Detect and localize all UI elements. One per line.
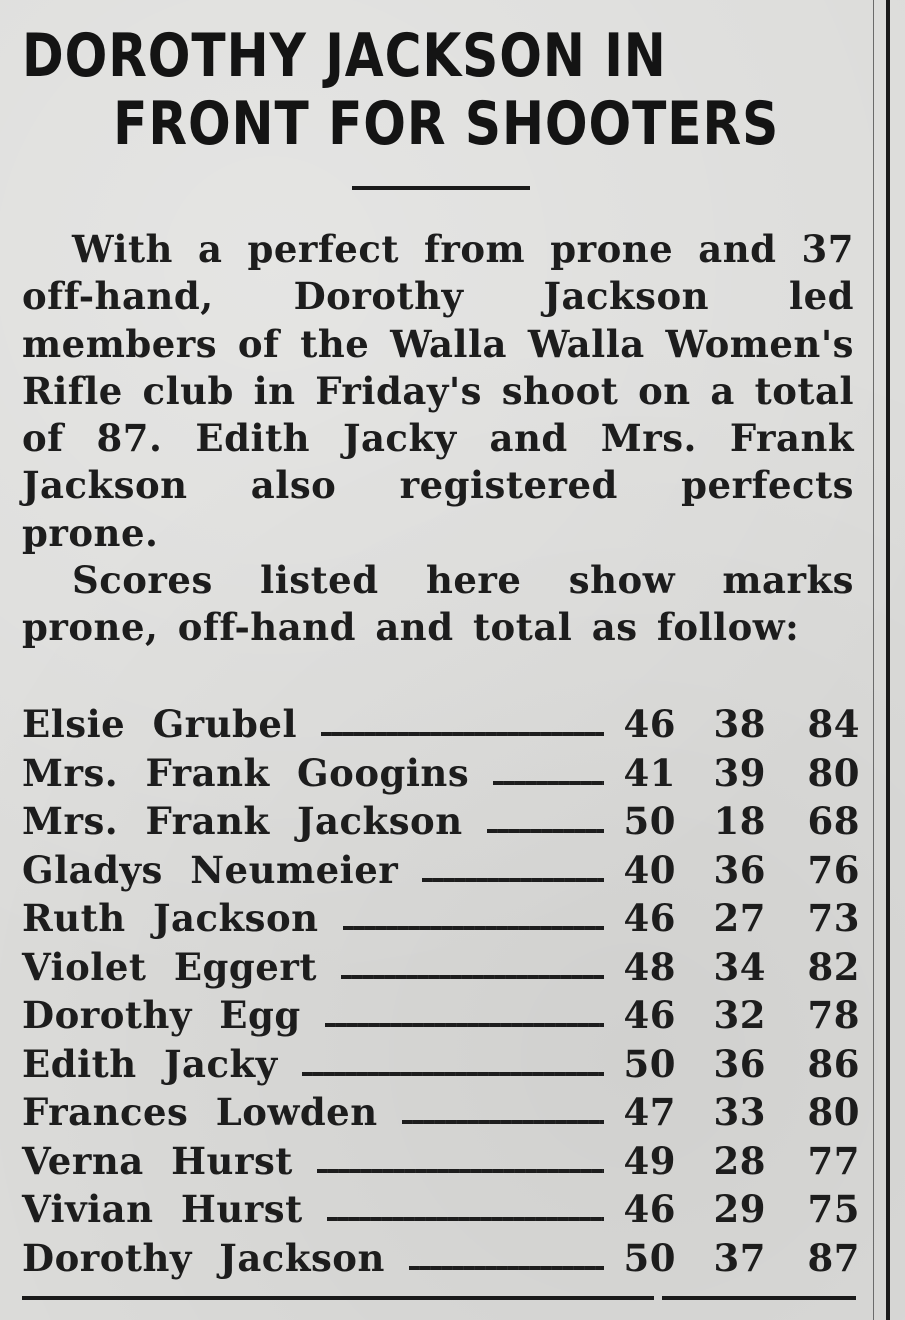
total-score: 80 — [807, 1090, 860, 1134]
shooter-name: Mrs. Frank Googins — [22, 750, 470, 795]
shooter-name: Violet Eggert — [22, 944, 317, 989]
leader-line — [327, 1217, 604, 1221]
score-row — [22, 848, 862, 897]
prone-score: 46 — [623, 993, 676, 1037]
shooter-name: Ruth Jackson — [22, 896, 319, 940]
shooter-name: Dorothy Egg — [22, 993, 301, 1037]
offhand-score: 32 — [713, 993, 766, 1037]
prone-score: 46 — [623, 1187, 676, 1231]
offhand-score: 34 — [713, 944, 766, 989]
score-row — [22, 1236, 862, 1285]
shooter-name: Mrs. Frank Jackson — [22, 799, 463, 843]
prone-score: 49 — [623, 1138, 676, 1183]
total-score: 78 — [807, 993, 860, 1037]
prone-score: 47 — [623, 1090, 676, 1134]
offhand-score: 18 — [713, 799, 766, 843]
prone-score: 50 — [623, 799, 676, 843]
leader-line — [343, 926, 604, 930]
leader-line — [341, 975, 604, 979]
article-paragraph-1: With a perfect from prone and 37 off-hand, Dorothy Jackson led members of the Walla Walla Women's Rifle club in Friday's shoot on a total of 87. Edith Jacky and Mrs. Frank Jackson also registered perfects prone. — [22, 227, 854, 555]
shooter-name: Elsie Grubel — [22, 702, 298, 746]
shooter-name: Dorothy Jackson — [22, 1235, 385, 1280]
shooter-name: Edith Jacky — [22, 1041, 278, 1086]
bottom-rule-left — [22, 1296, 654, 1300]
prone-score: 48 — [623, 944, 676, 989]
bottom-rule-right — [662, 1296, 856, 1300]
headline-divider — [352, 186, 530, 190]
score-row — [22, 702, 862, 751]
leader-line — [321, 732, 604, 736]
total-score: 82 — [807, 944, 860, 989]
offhand-score: 28 — [713, 1138, 766, 1183]
offhand-score: 33 — [713, 1090, 766, 1134]
score-row — [22, 799, 862, 848]
total-score: 87 — [807, 1235, 860, 1280]
shooter-name: Vivian Hurst — [22, 1187, 303, 1231]
leader-line — [317, 1169, 604, 1173]
shooter-name: Frances Lowden — [22, 1090, 378, 1134]
leader-line — [302, 1072, 604, 1076]
prone-score: 46 — [623, 702, 676, 746]
offhand-score: 36 — [713, 1041, 766, 1086]
total-score: 76 — [807, 847, 860, 892]
prone-score: 40 — [623, 847, 676, 892]
headline-line-1: DOROTHY JACKSON IN — [22, 21, 667, 91]
leader-line — [493, 781, 604, 785]
prone-score: 50 — [623, 1235, 676, 1280]
offhand-score: 27 — [713, 896, 766, 940]
score-row — [22, 1090, 862, 1139]
prone-score: 41 — [623, 750, 676, 795]
score-row — [22, 1042, 862, 1091]
offhand-score: 29 — [713, 1187, 766, 1231]
offhand-score: 38 — [713, 702, 766, 746]
shooter-name: Gladys Neumeier — [22, 847, 399, 892]
article-body — [22, 226, 854, 652]
column-divider-thin — [873, 0, 874, 1320]
prone-score: 46 — [623, 896, 676, 940]
total-score: 86 — [807, 1041, 860, 1086]
total-score: 75 — [807, 1187, 860, 1231]
total-score: 84 — [807, 702, 860, 746]
leader-line — [422, 878, 604, 882]
score-row — [22, 945, 862, 994]
offhand-score: 36 — [713, 847, 766, 892]
score-row — [22, 993, 862, 1042]
offhand-score: 37 — [713, 1235, 766, 1280]
offhand-score: 39 — [713, 750, 766, 795]
headline-line-2: FRONT FOR SHOOTERS — [113, 89, 780, 159]
total-score: 77 — [807, 1138, 860, 1183]
leader-line — [409, 1266, 604, 1270]
score-row — [22, 896, 862, 945]
article-paragraph-2: Scores listed here show marks prone, off-hand and total as follow: — [22, 558, 854, 650]
leader-line — [325, 1023, 604, 1027]
column-divider — [886, 0, 890, 1320]
score-row — [22, 1139, 862, 1188]
headline — [22, 22, 813, 158]
shooter-name: Verna Hurst — [22, 1138, 293, 1183]
leader-line — [487, 829, 604, 833]
leader-line — [402, 1120, 604, 1124]
score-row — [22, 751, 862, 800]
total-score: 68 — [807, 799, 860, 843]
prone-score: 50 — [623, 1041, 676, 1086]
score-table — [22, 702, 862, 1284]
total-score: 80 — [807, 750, 860, 795]
total-score: 73 — [807, 896, 860, 940]
score-row — [22, 1187, 862, 1236]
